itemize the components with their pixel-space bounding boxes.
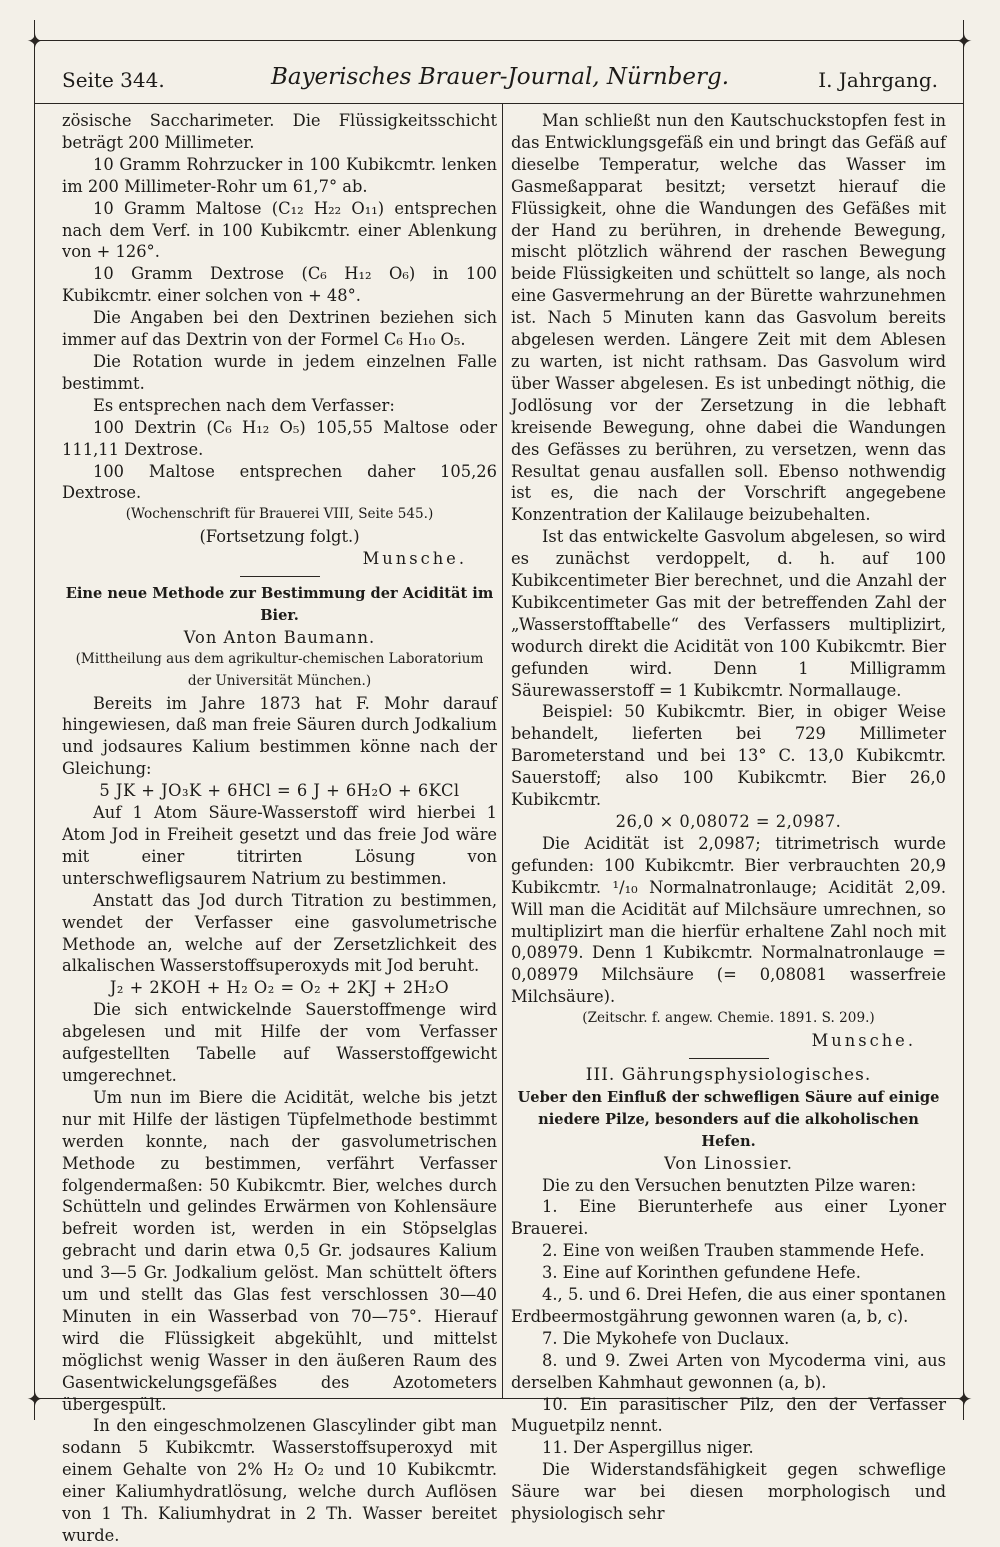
paragraph: (Fortsetzung folgt.) [199,527,360,547]
column-divider [502,104,503,1398]
paragraph: Die Widerstandsfähigkeit gegen schweflige Säure war bei diesen morphologisch und physiologisch sehr [511,1460,946,1524]
paragraph: In den eingeschmolzenen Glascylinder gibt man sodann 5 Kubikcmtr. Wasserstoffsuperoxyd mit einem Gehalte von 2% H₂ O₂ und 10 Kubikcmtr. einer Kaliumhydratlösung, welche durch Auflösen von 1 Th. Kaliumhydrat in 2 Th. Wasser bereitet wurde. [62,1416,497,1545]
paragraph: 10 Gramm Maltose (C₁₂ H₂₂ O₁₁) entsprechen nach dem Verf. in 100 Kubikcmtr. einer Ablenkung von + 126°. [62,198,497,262]
right-column [511,110,946,1524]
paragraph: 10. Ein parasitischer Pilz, den der Verfasser Muguetpilz nennt. [511,1394,946,1436]
paragraph: 8. und 9. Zwei Arten von Mycoderma vini, aus derselben Kahmhaut gewonnen (a, b). [511,1350,946,1392]
paragraph: 11. Der Aspergillus niger. [541,1438,754,1458]
paragraph: Um nun im Biere die Acidität, welche bis jetzt nur mit Hilfe der lästigen Tüpfelmethode bestimmt werden konnte, nach der gasvolumetrischen Methode zu bestimmen, verfährt Verfasser folgendermaßen: 50 Kubikcmtr. Bier, welches durch Schütteln und gelindes Erwärmen von Kohlensäure befreit worden ist, werden in ein Stöpselglas gebracht und darin etwa 0,5 Gr. jodsaures Kalium und 3—5 Gr. Jodkalium gelöst. Man schüttelt öfters um und stellt das Glas fest verschlossen 30—40 Minuten in ein Wasserbad von 70—75°. Hierauf wird die Flüssigkeit abgekühlt, und mittelst möglichst wenig Wasser in den äußeren Raum des Gasentwickelungsgefäßes des Azotometers übergespült. [62,1087,497,1414]
corner-ornament-top-right: ✦ [955,29,973,53]
paragraph: 1. Eine Bierunterhefe aus einer Lyoner Brauerei. [511,1197,946,1239]
corner-ornament-top-left: ✦ [26,29,44,53]
paragraph: Man schließt nun den Kautschuckstopfen fest in das Entwicklungsgefäß ein und bringt das Gefäß auf dieselbe Temperatur, welche das Wasser im Gasmeßapparat besitzt; versetzt hierauf die Flüssigkeit, ohne die Wandungen des Gefäßes mit der Hand zu berühren, in drehende Bewegung, mischt plötzlich während der raschen Bewegung beide Flüssigkeiten und schüttelt so lange, als noch eine Gasvermehrung an der Bürette wahrzunehmen ist. Nach 5 Minuten kann das Gasvolum bereits abgelesen werden. Längere Zeit mit dem Ablesen zu warten, ist nicht rathsam. Das Gasvolum wird über Wasser abgelesen. Es ist unbedingt nöthig, die Jodlösung vor der Zersetzung in die lebhaft kreisende Bewegung, ohne dabei die Wandungen des Gefässes zu berühren, zu versetzen, wenn das Resultat genau ausfallen soll. Ebenso nothwendig ist es, die nach der Vorschrift angegebene Konzentration der Kalilauge beizubehalten. [511,111,946,525]
paragraph: 100 Dextrin (C₆ H₁₂ O₅) 105,55 Maltose oder 111,11 Dextrose. [62,417,497,459]
journal-title: Bayerisches Brauer-Journal, Nürnberg. [270,64,730,90]
author-line: Von Anton Baumann. [183,627,376,647]
paragraph: Die Rotation wurde in jedem einzelnen Falle bestimmt. [62,351,497,393]
corner-ornament-bottom-right: ✦ [955,1387,973,1411]
paragraph: Beispiel: 50 Kubikcmtr. Bier, in obiger Weise behandelt, lieferten bei 729 Millimeter Barometerstand und bei 13° C. 13,0 Kubikcmtr. Sauerstoff; also 100 Kubikcmtr. Bier 26,0 Kubikcmtr. [511,702,946,810]
paragraph: Bereits im Jahre 1873 hat F. Mohr darauf hingewiesen, daß man freie Säuren durch Jodkalium und jodsaures Kalium bestimmen könne nach der Gleichung: [62,693,497,779]
paragraph: Ist das entwickelte Gasvolum abgelesen, so wird es zunächst verdoppelt, d. h. auf 100 Kubikcentimeter Bier berechnet, und die Anzahl der Kubikcentimeter Gas mit der betreffenden Zahl der „Wasserstofftabelle“ des Verfassers multiplizirt, wodurch direkt die Acidität von 100 Kubikcmtr. Bier gefunden wird. Denn 1 Milligramm Säurewasserstoff = 1 Kubikcmtr. Normallauge. [511,527,946,700]
page-number: Seite 344. [62,68,165,92]
left-column [62,110,497,1545]
paragraph: 100 Maltose entsprechen daher 105,26 Dextrose. [62,461,497,503]
paragraph: 10 Gramm Dextrose (C₆ H₁₂ O₆) in 100 Kubikcmtr. einer solchen von + 48°. [62,264,497,306]
paragraph: 10 Gramm Rohrzucker in 100 Kubikcmtr. lenken im 200 Millimeter-Rohr um 61,7° ab. [62,154,497,196]
paragraph: 7. Die Mykohefe von Duclaux. [541,1328,790,1348]
paragraph: Auf 1 Atom Säure-Wasserstoff wird hierbei 1 Atom Jod in Freiheit gesetzt und das freie Jod wäre mit einer titrirten Lösung von unterschwefligsaurem Natrium zu bestimmen. [62,803,497,888]
article-heading: Ueber den Einfluß der schwefligen Säure auf einige niedere Pilze, besonders auf die alkoholischen Hefen. [517,1088,940,1150]
formula-line: 5 JK + JO₃K + 6HCl = 6 J + 6H₂O + 6KCl [99,781,460,801]
paragraph: Die zu den Versuchen benutzten Pilze waren: [541,1175,917,1195]
signature: Munsche. [811,1031,916,1051]
paragraph: 3. Eine auf Korinthen gefundene Hefe. [541,1263,861,1283]
paragraph: Anstatt das Jod durch Titration zu bestimmen, wendet der Verfasser eine gasvolumetrische Methode an, welche auf der Zersetzlichkeit des alkalischen Wasserstoffsuperoxyds mit Jod beruht. [62,890,497,976]
left-frame-rule [34,20,35,1420]
section-divider [689,1058,769,1059]
signature: Munsche. [362,549,467,569]
paragraph: Die Acidität ist 2,0987; titrimetrisch wurde gefunden: 100 Kubikcmtr. Bier verbrauchten 20,9 Kubikcmtr. ¹/₁₀ Normalnatronlauge; Acidität 2,09. Will man die Acidität auf Milchsäure umrechnen, so multiplizirt man die hierfür erhaltene Zahl noch mit 0,08979. Denn 1 Kubikcmtr. Normalnatronlauge = 0,08979 Milchsäure (= 0,08081 wasserfreie Milchsäure). [511,833,946,1007]
source-note: (Mittheilung aus dem agrikultur-chemischen Laboratorium der Universität München.) [75,650,484,689]
top-rule [34,40,964,41]
formula-line: J₂ + 2KOH + H₂ O₂ = O₂ + 2KJ + 2H₂O [109,978,450,998]
corner-ornament-bottom-left: ✦ [26,1387,44,1411]
paragraph: 2. Eine von weißen Trauben stammende Hefe. [541,1241,925,1261]
author-line: Von Linossier. [664,1153,793,1173]
paragraph: Die sich entwickelnde Sauerstoffmenge wird abgelesen und mit Hilfe der vom Verfasser aufgestellten Tabelle auf Wasserstoffgewicht umgerechnet. [62,1000,497,1085]
source-note: (Wochenschrift für Brauerei VIII, Seite 545.) [125,506,434,523]
paragraph: Die Angaben bei den Dextrinen beziehen sich immer auf das Dextrin von der Formel C₆ H₁₀ O₅. [62,308,497,350]
paragraph: 4., 5. und 6. Drei Hefen, die aus einer spontanen Erdbeermostgährung gewonnen waren (a, b, c). [511,1285,946,1326]
paragraph: Es entsprechen nach dem Verfasser: [92,395,395,415]
article-heading: Eine neue Methode zur Bestimmung der Acidität im Bier. [65,585,494,624]
formula-line: 26,0 × 0,08072 = 2,0987. [615,812,842,831]
header-rule [34,103,964,104]
paragraph: zösische Saccharimeter. Die Flüssigkeitsschicht beträgt 200 Millimeter. [62,111,497,152]
page-header [62,64,938,96]
volume-label: I. Jahrgang. [818,68,938,92]
section-heading: III. Gährungsphysiologisches. [585,1064,872,1085]
source-note: (Zeitschr. f. angew. Chemie. 1891. S. 209.) [582,1010,875,1027]
right-frame-rule [963,20,964,1420]
section-divider [240,576,320,577]
